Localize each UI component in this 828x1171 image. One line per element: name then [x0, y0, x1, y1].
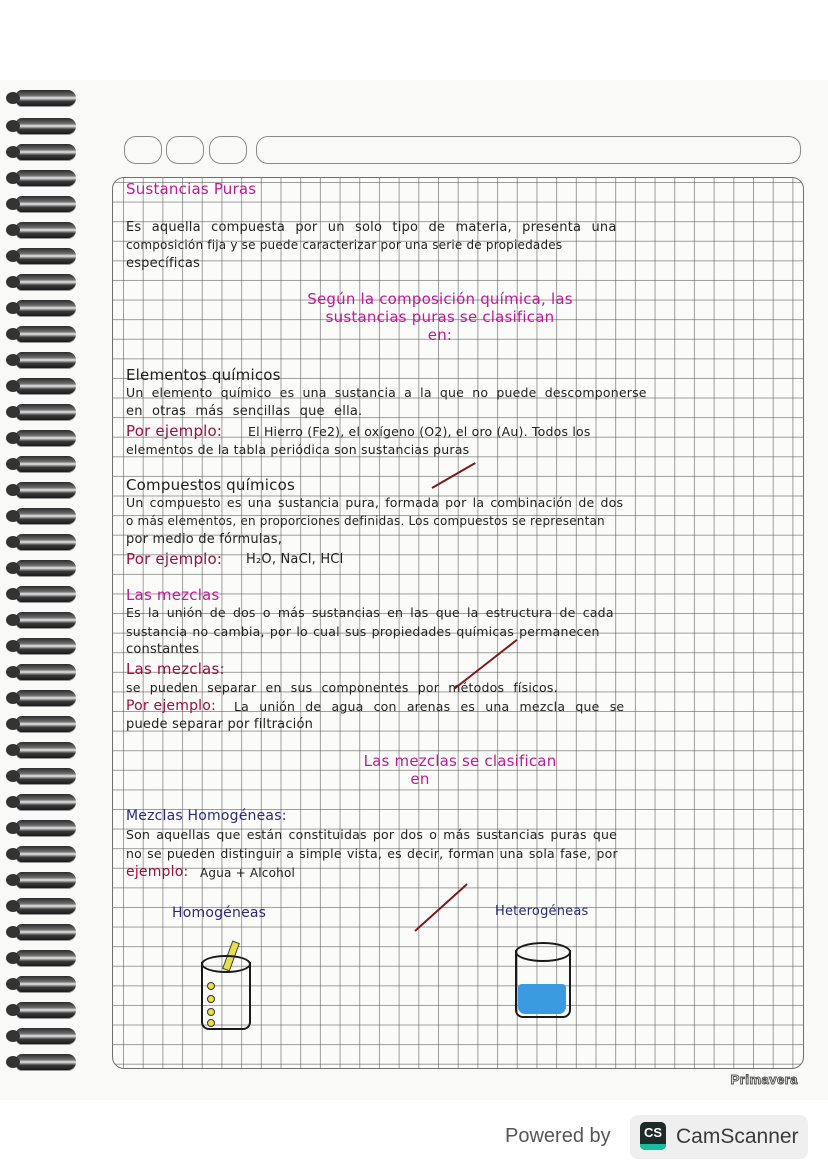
- example-text: Agua + Alcohol: [200, 866, 296, 880]
- subheading-las-mezclas: Las mezclas:: [126, 660, 225, 678]
- example-label: Por ejemplo:: [126, 550, 223, 568]
- spiral-ring-icon: [16, 950, 76, 966]
- bubble-icon: [207, 1008, 215, 1016]
- paragraph-line: específicas: [126, 256, 201, 271]
- example-text: El Hierro (Fe2), el oxígeno (O2), el oro (Au). Todos los: [248, 424, 591, 439]
- paragraph-line: Son aquellas que están constituidas por dos o más sustancias puras que: [126, 827, 617, 842]
- spiral-ring-icon: [16, 274, 76, 290]
- spiral-ring-icon: [16, 118, 76, 134]
- heading-mezclas-homogeneas: Mezclas Homogéneas:: [126, 808, 287, 824]
- example-text: La unión de agua con arenas es una mezcla que se: [234, 699, 625, 714]
- powered-by-label: Powered by: [505, 1125, 611, 1147]
- header-box: [166, 136, 204, 164]
- heading-las-mezclas: Las mezclas: [126, 586, 220, 604]
- spiral-ring-icon: [16, 560, 76, 576]
- spiral-ring-icon: [16, 690, 76, 706]
- paragraph-line: composición fija y se puede caracterizar por una serie de propiedades: [126, 238, 563, 252]
- spiral-ring-icon: [16, 820, 76, 836]
- paragraph-line: Un elemento químico es una sustancia a la que no puede descomponerse: [126, 385, 647, 400]
- spiral-binding: [0, 82, 90, 1082]
- spiral-ring-icon: [16, 872, 76, 888]
- classification-intro: en:: [427, 326, 453, 344]
- spiral-ring-icon: [16, 430, 76, 446]
- mixtures-classification: Las mezclas se clasifican: [363, 752, 557, 770]
- spiral-ring-icon: [16, 248, 76, 264]
- spiral-ring-icon: [16, 586, 76, 602]
- paragraph-line: por medio de fórmulas,: [126, 532, 283, 547]
- mixtures-classification: en: [410, 770, 430, 788]
- spiral-ring-icon: [16, 482, 76, 498]
- spiral-ring-icon: [16, 456, 76, 472]
- example-label: Por ejemplo:: [126, 422, 223, 440]
- paragraph-line: se pueden separar en sus componentes por métodos físicos.: [126, 680, 558, 695]
- spiral-ring-icon: [16, 508, 76, 524]
- paragraph-line: constantes: [126, 642, 200, 657]
- spiral-ring-icon: [16, 300, 76, 316]
- header-title-box: [256, 136, 801, 164]
- paragraph-line: o más elementos, en proporciones definidas. Los compuestos se representan: [126, 514, 605, 528]
- bubble-icon: [207, 982, 215, 990]
- camscanner-badge[interactable]: [630, 1115, 808, 1159]
- label-homogeneas: Homogéneas: [172, 905, 267, 921]
- example-label: ejemplo:: [126, 864, 189, 880]
- spiral-ring-icon: [16, 846, 76, 862]
- spiral-ring-icon: [16, 664, 76, 680]
- heading-elementos-quimicos: Elementos químicos: [126, 366, 281, 384]
- paragraph-line: Es aquella compuesta por un solo tipo de materia, presenta una: [126, 220, 617, 235]
- spiral-ring-icon: [16, 534, 76, 550]
- camscanner-name: CamScanner: [676, 1125, 799, 1148]
- classification-intro: sustancias puras se clasifican: [325, 308, 555, 326]
- header-box: [124, 136, 162, 164]
- spiral-ring-icon: [16, 90, 76, 106]
- spiral-ring-icon: [16, 638, 76, 654]
- bubble-icon: [207, 995, 215, 1003]
- bubble-icon: [207, 1019, 215, 1027]
- paragraph-line: Un compuesto es una sustancia pura, formada por la combinación de dos: [126, 495, 624, 510]
- liquid-fill: [518, 984, 566, 1014]
- paragraph-line: Es la unión de dos o más sustancias en las que la estructura de cada: [126, 605, 614, 620]
- spiral-ring-icon: [16, 1002, 76, 1018]
- header-box: [209, 136, 247, 164]
- spiral-ring-icon: [16, 222, 76, 238]
- spiral-ring-icon: [16, 170, 76, 186]
- spiral-ring-icon: [16, 326, 76, 342]
- spiral-ring-icon: [16, 1054, 76, 1070]
- example-text: elementos de la tabla periódica son sustancias puras: [126, 442, 470, 457]
- spiral-ring-icon: [16, 794, 76, 810]
- spiral-ring-icon: [16, 1028, 76, 1044]
- paragraph-line: sustancia no cambia, por lo cual sus propiedades químicas permanecen: [126, 624, 600, 639]
- spiral-ring-icon: [16, 378, 76, 394]
- spiral-ring-icon: [16, 976, 76, 992]
- spiral-ring-icon: [16, 196, 76, 212]
- spiral-ring-icon: [16, 612, 76, 628]
- example-text: H₂O, NaCl, HCl: [246, 552, 344, 567]
- spiral-ring-icon: [16, 742, 76, 758]
- camscanner-logo-icon: CS: [640, 1122, 666, 1150]
- heading-sustancias-puras: Sustancias Puras: [126, 180, 257, 198]
- classification-intro: Según la composición química, las: [307, 290, 573, 308]
- example-label: Por ejemplo:: [126, 698, 216, 714]
- spiral-ring-icon: [16, 404, 76, 420]
- spiral-ring-icon: [16, 352, 76, 368]
- spiral-ring-icon: [16, 144, 76, 160]
- spiral-ring-icon: [16, 768, 76, 784]
- heading-compuestos-quimicos: Compuestos químicos: [126, 476, 295, 494]
- spiral-ring-icon: [16, 716, 76, 732]
- notebook-brand-logo: Primavera: [730, 1072, 798, 1087]
- scan-top-margin: [0, 0, 828, 80]
- spiral-ring-icon: [16, 924, 76, 940]
- label-heterogeneas: Heterogéneas: [495, 904, 589, 919]
- paragraph-line: en otras más sencillas que ella.: [126, 404, 363, 419]
- example-text: puede separar por filtración: [126, 717, 314, 732]
- spiral-ring-icon: [16, 898, 76, 914]
- paragraph-line: no se pueden distinguir a simple vista, es decir, forman una sola fase, por: [126, 846, 618, 861]
